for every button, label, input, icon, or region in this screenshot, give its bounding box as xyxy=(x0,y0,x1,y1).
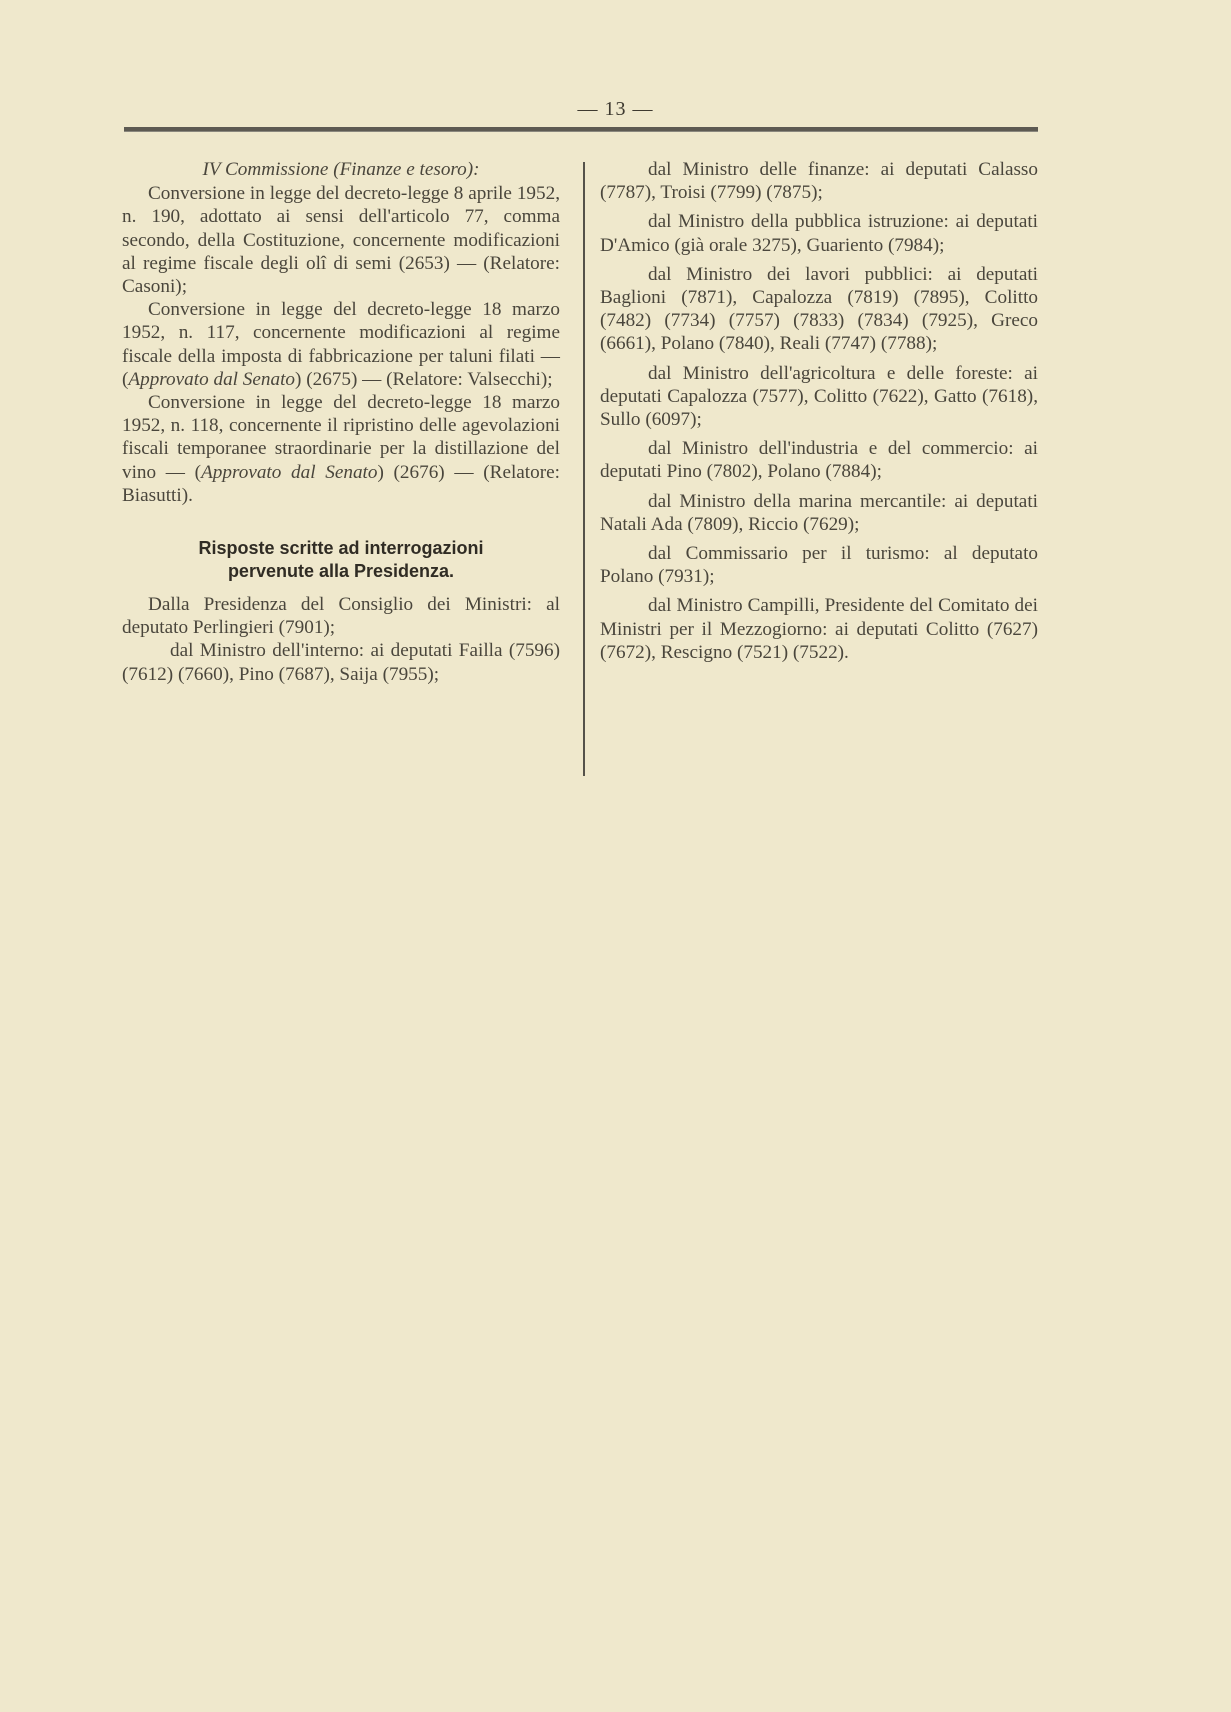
answer-entry: dal Ministro dei lavori pubblici: ai deputati Baglioni (7871), Capalozza (7819) (7895), Colitto (7482) (7734) (7757) (7833) (7834) (7925), Greco (6661), Polano (7840), Reali (7747) (7788); xyxy=(600,263,1038,355)
bill-item xyxy=(122,391,560,507)
bill-text: Conversione in legge del decreto-legge 18 marzo 1952, n. 118, concernente il ripristino delle agevolazioni fiscali temporanee straordinarie per la distillazione del vino — ( xyxy=(122,392,560,483)
answer-entry: dal Ministro dell'industria e del commercio: ai deputati Pino (7802), Polano (7884); xyxy=(600,438,1038,483)
bill-approval-note: Approvato dal Senato xyxy=(128,368,296,390)
left-column xyxy=(122,158,560,686)
section-title-line: pervenute alla Presidenza. xyxy=(227,561,455,582)
column-divider xyxy=(583,162,585,776)
bill-approval-note: Approvato dal Senato xyxy=(201,461,378,483)
answer-entry: dal Ministro dell'agricoltura e delle foreste: ai deputati Capalozza (7577), Colitto (7622), Gatto (7618), Sullo (6097); xyxy=(600,362,1038,431)
bill-item xyxy=(122,298,560,391)
section-title xyxy=(122,537,560,583)
commission-heading: IV Commissione (Finanze e tesoro): xyxy=(202,159,480,180)
bill-text: ) (2676) — (Relatore: Biasutti). xyxy=(122,461,560,506)
answer-entry: dal Commissario per il turismo: al deputato Polano (7931); xyxy=(600,543,1038,588)
right-column xyxy=(600,158,1038,664)
bill-text: ) (2675) — (Relatore: Valsecchi); xyxy=(295,368,553,390)
section-title-line: Risposte scritte ad interrogazioni xyxy=(198,538,484,559)
answer-entry: dal Ministro Campilli, Presidente del Comitato dei Ministri per il Mezzogiorno: ai deputati Colitto (7627) (7672), Rescigno (7521) (7522). xyxy=(600,595,1038,663)
page-number: — 13 — xyxy=(577,98,654,120)
answer-entry: dal Ministro della pubblica istruzione: ai deputati D'Amico (già orale 3275), Guariento (7984); xyxy=(600,211,1038,256)
answer-entry: Dalla Presidenza del Consiglio dei Ministri: al deputato Perlingieri (7901); xyxy=(122,594,560,639)
answer-entry: dal Ministro delle finanze: ai deputati Calasso (7787), Troisi (7799) (7875); xyxy=(600,159,1038,204)
answer-entry: dal Ministro della marina mercantile: ai deputati Natali Ada (7809), Riccio (7629); xyxy=(600,490,1038,535)
bill-item: Conversione in legge del decreto-legge 8 aprile 1952, n. 190, adottato ai sensi dell'articolo 77, comma secondo, della Costituzione, concernente modificazioni al regime fiscale degli olî di semi (2653) — (Relatore: Casoni); xyxy=(122,183,560,298)
header-rule xyxy=(124,127,1038,132)
answer-entry: dal Ministro dell'interno: ai deputati Failla (7596) (7612) (7660), Pino (7687), Saija (7955); xyxy=(122,640,560,685)
bill-text: Conversione in legge del decreto-legge 18 marzo 1952, n. 117, concernente modificazioni al regime fiscale della imposta di fabbricazione per taluni filati — ( xyxy=(122,299,560,390)
